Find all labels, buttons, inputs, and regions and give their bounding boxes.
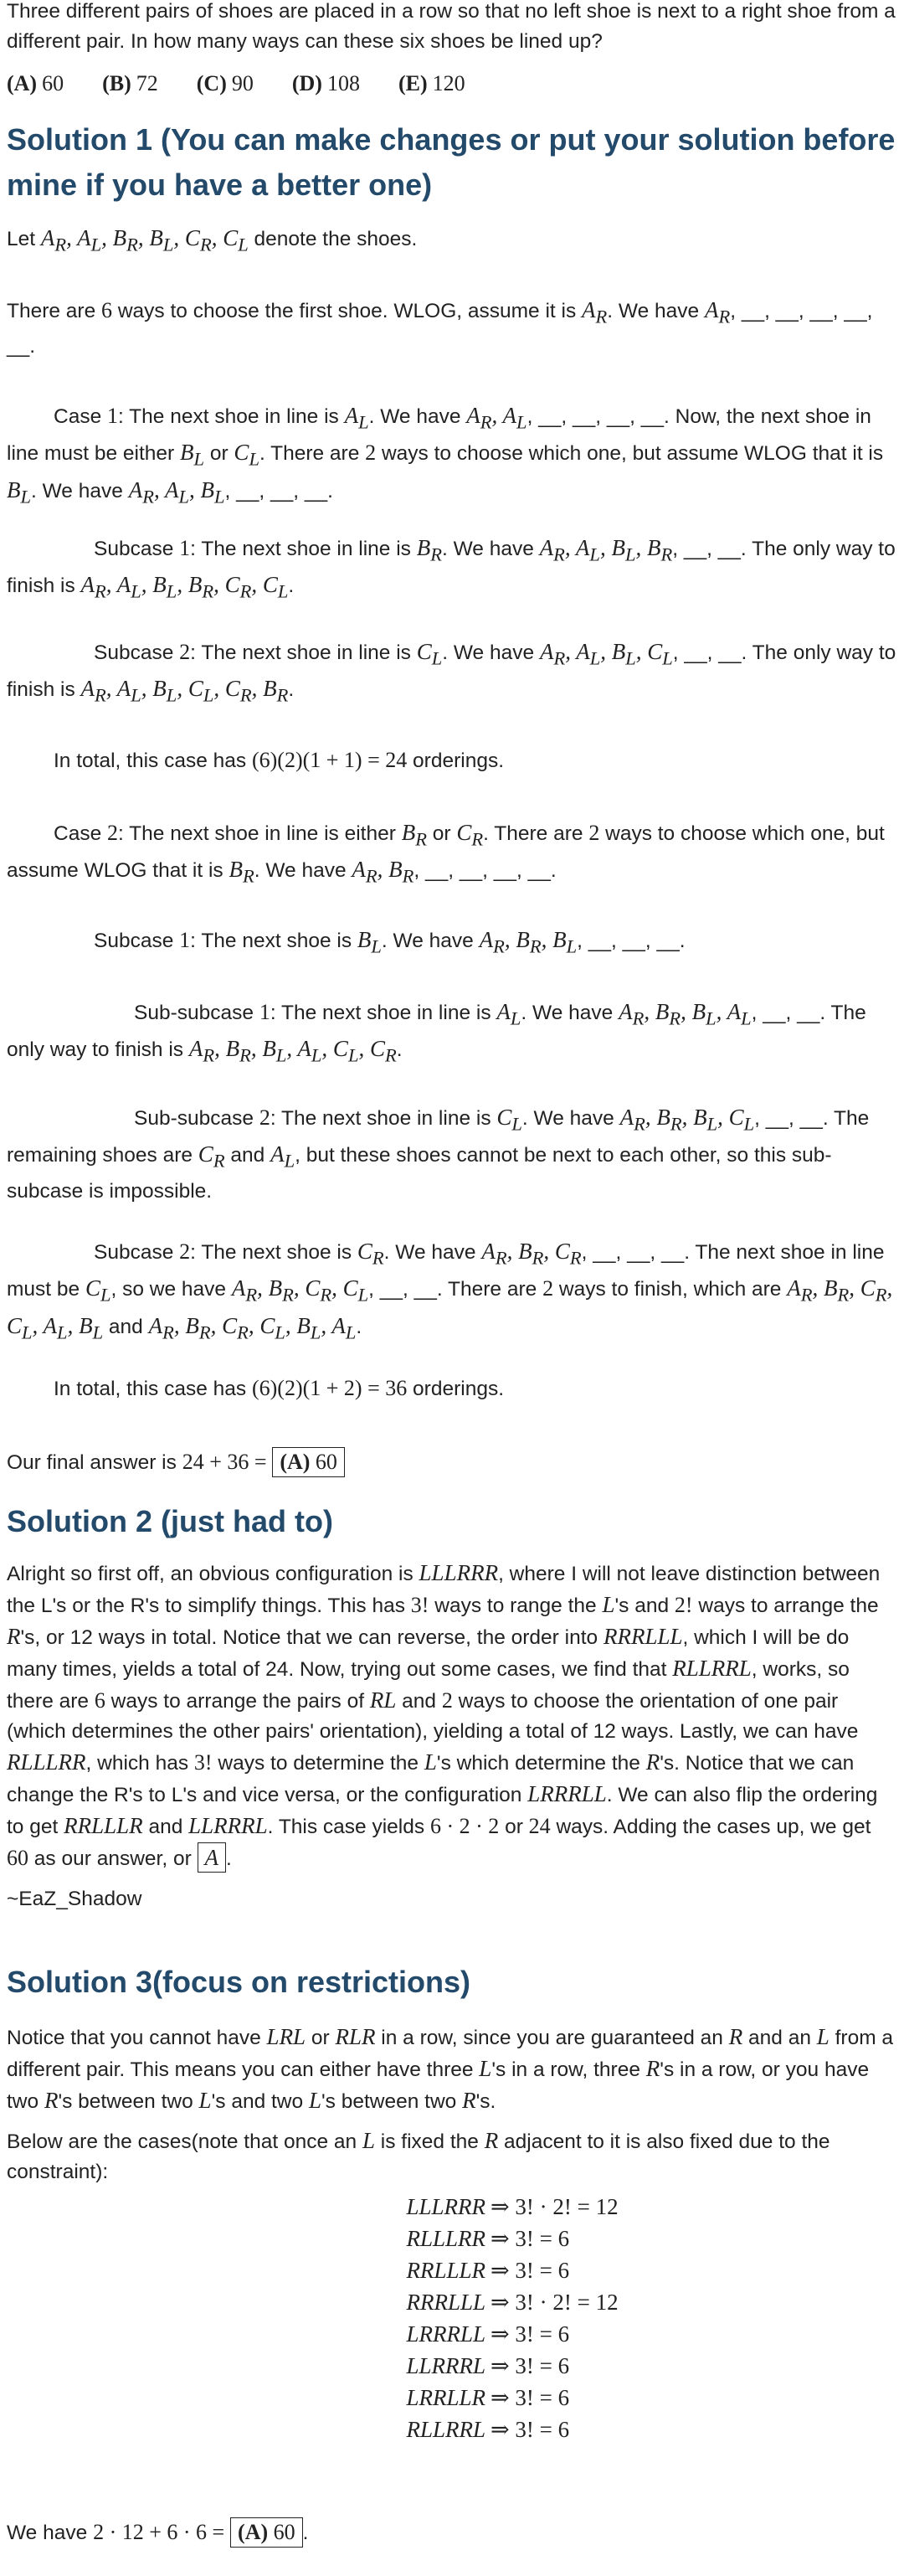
problem-text: Three different pairs of shoes are placed in a row so that no left shoe is next to a right shoe from a different pair. In how many ways can these six shoes be lined up?	[7, 0, 896, 53]
case2-subcase2: Subcase 2: The next shoe is $C_R$. We have $A_R$, $B_R$, $C_R$, __, __, __. The next shoe in line must be $C_L$, so we have $A_R$, $B_R$, $C_R$, $C_L$, __, __. There are 2 ways to finish, which are $A_R$, $B_R$, $C_R$, $C_L$, $A_L$, $B_L$ and $A_R$, $B_R$, $C_R$, $C_L$, $B_L$, $A_L$.	[7, 1239, 893, 1343]
case-row: RLLLRR ⇒ 3! = 6	[406, 2226, 570, 2251]
case-row: RLLRRL ⇒ 3! = 6	[406, 2417, 570, 2442]
answer-box: (A) 60	[272, 1447, 345, 1477]
case-list	[318, 2191, 703, 2445]
solution3-p2: Below are the cases(note that once an L is fixed the R adjacent to it is also fixed due to the constraint):	[7, 2128, 830, 2183]
case1-total: In total, this case has (6)(2)(1 + 1) = 24 orderings.	[54, 748, 505, 772]
solution2-author: ~EaZ_Shadow	[7, 1888, 142, 1910]
solution1-final: Our final answer is 24 + 36 = (A) 60	[7, 1447, 897, 1478]
answer-choices: (A) 60 (B) 72 (C) 90 (D) 108 (E) 120	[7, 71, 465, 95]
case-row: RRRLLL ⇒ 3! · 2! = 12	[406, 2290, 619, 2315]
solution1-first: There are 6 ways to choose the first shoe. WLOG, assume it is $A_R$. We have $A_R$, __, __, __, __, __.	[7, 297, 873, 358]
case2-subsubcase1: Sub-subcase 1: The next shoe in line is $A_L$. We have $A_R$, $B_R$, $B_L$, $A_L$, __, __. The only way to finish is $A_R$, $B_R$, $B_L$, $A_L$, $C_L$, $C_R$.	[7, 999, 866, 1066]
solution2-body: Alright so first off, an obvious configuration is LLLRRR, where I will not leave distinction between the L's or the R's to simplify things. This has 3! ways to range the L's and 2! ways to arrange the R's, or 12 ways in total. Notice that we can reverse, the order into RRRLLL, which I will be do many times, yields a total of 24. Now, trying out some cases, we find that RLLRRL, works, so there are 6 ways to arrange the pairs of RL and 2 ways to choose the orientation of one pair (which determines the other pairs' orientation), yielding a total of 12 ways. Lastly, we can have RLLLRR, which has 3! ways to determine the L's which determine the R's. Notice that we can change the R's to L's and vice versa, or the configuration LRRRLL. We can also flip the ordering to get RRLLLR and LLRRRL. This case yields 6 · 2 · 2 or 24 ways. Adding the cases up, we get 60 as our answer, or A .	[7, 1558, 897, 1874]
answer-box: A	[198, 1842, 227, 1873]
solution3-final: We have 2 · 12 + 6 · 6 = (A) 60 .	[7, 2517, 897, 2548]
solution2-heading: Solution 2 (just had to)	[7, 1504, 333, 1538]
case1-subcase2: Subcase 2: The next shoe in line is $C_L$. We have $A_R$, $A_L$, $B_L$, $C_L$, __, __. The only way to finish is $A_R$, $A_L$, $B_L$, $C_L$, $C_R$, $B_R$.	[7, 639, 896, 706]
case-row: LLLRRR ⇒ 3! · 2! = 12	[406, 2194, 619, 2219]
case-row: LRRLLR ⇒ 3! = 6	[406, 2385, 570, 2410]
case1: Case 1: The next shoe in line is $A_L$. We have $A_R$, $A_L$, __, __, __, __. Now, the next shoe in line must be either $B_L$ or $C_L$. There are 2 ways to choose which one, but assume WLOG that it is $B_L$. We have $A_R$, $A_L$, $B_L$, __, __, __.	[7, 403, 884, 507]
case-row: LLRRRL ⇒ 3! = 6	[406, 2353, 570, 2378]
solution1-heading: Solution 1 (You can make changes or put your solution before mine if you have a better one)	[7, 122, 896, 202]
solution3-p1: Notice that you cannot have LRL or RLR in a row, since you are guaranteed an R and an L from a different pair. This means you can either have three L's in a row, three R's in a row, or you have two R's between two L's and two L's between two R's.	[7, 2024, 894, 2113]
case2-subsubcase2: Sub-subcase 2: The next shoe in line is $C_L$. We have $A_R$, $B_R$, $B_L$, $C_L$, __, __. The remaining shoes are $C_R$ and $A_L$, but these shoes cannot be next to each other, so this sub-subcase is impossible.	[7, 1105, 870, 1203]
answer-box: (A) 60	[230, 2517, 303, 2548]
case2: Case 2: The next shoe in line is either $B_R$ or $C_R$. There are 2 ways to choose which one, but assume WLOG that it is $B_R$. We have $A_R$, $B_R$, __, __, __, __.	[7, 820, 885, 887]
case-row: RRLLLR ⇒ 3! = 6	[406, 2258, 570, 2283]
case2-total: In total, this case has (6)(2)(1 + 2) = 36 orderings.	[54, 1376, 505, 1400]
case2-subcase1: Subcase 1: The next shoe is $B_L$. We have $A_R$, $B_R$, $B_L$, __, __, __.	[94, 927, 686, 957]
case-row: LRRRLL ⇒ 3! = 6	[406, 2321, 570, 2347]
solution3-heading: Solution 3(focus on restrictions)	[7, 1965, 471, 1999]
solution1-let: Let $A_R$, $A_L$, $B_R$, $B_L$, $C_R$, $C_L$ denote the shoes.	[7, 225, 418, 255]
case1-subcase1: Subcase 1: The next shoe in line is $B_R$. We have $A_R$, $A_L$, $B_L$, $B_R$, __, __. The only way to finish is $A_R$, $A_L$, $B_L$, $B_R$, $C_R$, $C_L$.	[7, 535, 896, 602]
